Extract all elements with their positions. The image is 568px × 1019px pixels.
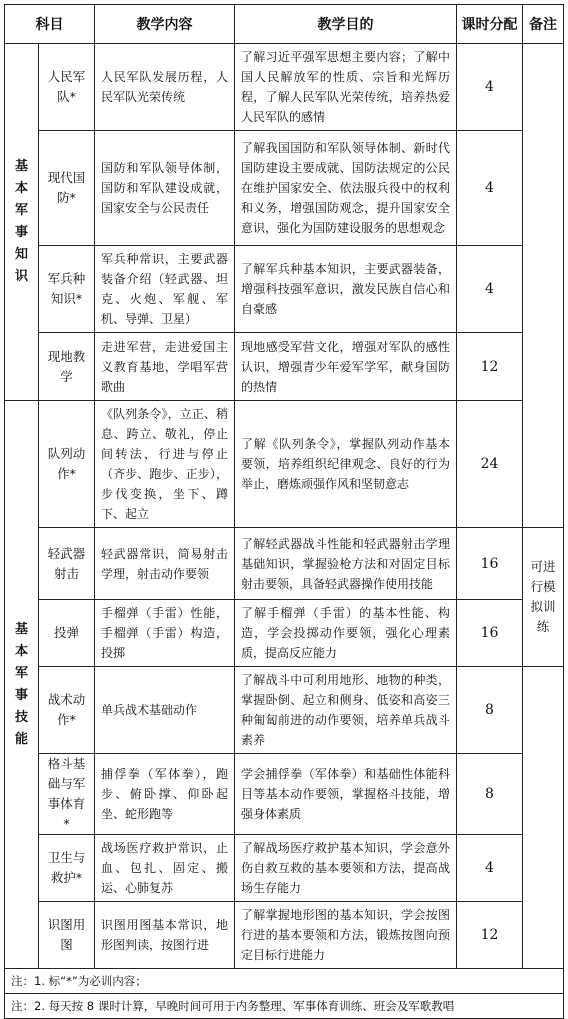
header-purpose: 教学目的: [235, 5, 457, 44]
content-cell: 国防和军队领导体制，国防和军队建设成就，国家安全与公民责任: [95, 131, 235, 246]
subject-cell: 识图用图: [39, 902, 95, 969]
remarks-empty: [523, 44, 564, 528]
curriculum-table: [4, 4, 564, 1019]
purpose-cell: 了解掌握地形图的基本知识，学会按图行进的基本要领和方法，锻炼按图向预定目标行进能力: [235, 902, 457, 969]
subject-cell: 轻武器射击: [39, 528, 95, 600]
category-knowledge: 基本军事知识: [5, 44, 39, 401]
purpose-cell: 了解轻武器战斗性能和轻武器射击学理基础知识，掌握验枪方法和对固定目标射击要领，具备轻武器操作使用技能: [235, 528, 457, 600]
table-row: [5, 131, 564, 246]
table-row: [5, 246, 564, 333]
table-row: [5, 528, 564, 600]
purpose-cell: 了解战场医疗救护基本知识，学会意外伤自救互救的基本要领和方法，提高战场生存能力: [235, 835, 457, 902]
content-cell: 轻武器常识，简易射击学理，射击动作要领: [95, 528, 235, 600]
content-cell: 《队列条令》，立正、稍息、跨立、敬礼，停止间转法，行进与停止（齐步、跑步、正步），步伐变换，坐下、蹲下、起立: [95, 401, 235, 528]
remarks-empty: [523, 667, 564, 969]
purpose-cell: 了解我国国防和军队领导体制、新时代国防建设主要成就、国防法规定的公民在维护国家安全、依法服兵役中的权利和义务，增强国防观念，提升国家安全意识，强化为国防建设服务的思想观念: [235, 131, 457, 246]
table-row: [5, 600, 564, 667]
hours-cell: 16: [457, 528, 523, 600]
table-row: [5, 401, 564, 528]
note-row: [5, 969, 564, 994]
header-hours: 课时分配: [457, 5, 523, 44]
header-remarks: 备注: [523, 5, 564, 44]
purpose-cell: 现地感受军营文化，增强对军队的感性认识，增强青少年爱军学军，献身国防的热情: [235, 333, 457, 401]
table-row: [5, 754, 564, 835]
hours-cell: 12: [457, 902, 523, 969]
purpose-cell: 了解军兵种基本知识，主要武器装备，增强科技强军意识，激发民族自信心和自豪感: [235, 246, 457, 333]
note-1: 注：1. 标“*”为必训内容；: [5, 969, 564, 994]
purpose-cell: 了解习近平强军思想主要内容；了解中国人民解放军的性质、宗旨和光辉历程，了解人民军队光荣传统，培养热爱人民军队的感情: [235, 44, 457, 131]
purpose-cell: 了解《队列条令》，掌握队列动作基本要领，培养组织纪律观念、良好的行为举止，磨炼顽强作风和坚韧意志: [235, 401, 457, 528]
table-row: [5, 333, 564, 401]
hours-cell: 12: [457, 333, 523, 401]
hours-cell: 4: [457, 44, 523, 131]
category-skills: 基本军事技能: [5, 401, 39, 969]
table-row: [5, 902, 564, 969]
hours-cell: 4: [457, 246, 523, 333]
content-cell: 战场医疗救护常识，止血、包扎、固定、搬运、心肺复苏: [95, 835, 235, 902]
table-row: [5, 667, 564, 754]
content-cell: 人民军队发展历程，人民军队光荣传统: [95, 44, 235, 131]
subject-cell: 战术动作*: [39, 667, 95, 754]
purpose-cell: 学会捕俘拳（军体拳）和基础性体能科目等基本动作要领，掌握格斗技能，增强身体素质: [235, 754, 457, 835]
hours-cell: 8: [457, 754, 523, 835]
table-row: [5, 835, 564, 902]
content-cell: 捕俘拳（军体拳），跑步、俯卧撑、仰卧起坐、蛇形跑等: [95, 754, 235, 835]
subject-cell: 投弹: [39, 600, 95, 667]
purpose-cell: 了解战斗中可利用地形、地物的种类，掌握卧倒、起立和侧身、低姿和高姿三种匍匐前进的动作要领，培养单兵战斗素养: [235, 667, 457, 754]
subject-cell: 卫生与救护*: [39, 835, 95, 902]
subject-cell: 人民军队*: [39, 44, 95, 131]
subject-cell: 现地教学: [39, 333, 95, 401]
note-row: [5, 994, 564, 1019]
content-cell: 单兵战术基础动作: [95, 667, 235, 754]
subject-cell: 军兵种知识*: [39, 246, 95, 333]
content-cell: 手榴弹（手雷）性能，手榴弹（手雷）构造，投掷: [95, 600, 235, 667]
purpose-cell: 了解手榴弹（手雷）的基本性能、构造，学会投掷动作要领，强化心理素质，提高反应能力: [235, 600, 457, 667]
hours-cell: 4: [457, 835, 523, 902]
content-cell: 走进军营，走进爱国主义教育基地，学唱军营歌曲: [95, 333, 235, 401]
header-subject: 科目: [5, 5, 95, 44]
header-content: 教学内容: [95, 5, 235, 44]
subject-cell: 现代国防*: [39, 131, 95, 246]
remark-simulation: 可进行模拟训练: [523, 528, 564, 667]
hours-cell: 24: [457, 401, 523, 528]
content-cell: 识图用图基本常识，地形图判读，按图行进: [95, 902, 235, 969]
subject-cell: 格斗基础与军事体育*: [39, 754, 95, 835]
hours-cell: 16: [457, 600, 523, 667]
hours-cell: 4: [457, 131, 523, 246]
header-row: [5, 5, 564, 44]
note-2: 注：2. 每天按 8 课时计算，早晚时间可用于内务整理、军事体育训练、班会及军歌教唱: [5, 994, 564, 1019]
hours-cell: 8: [457, 667, 523, 754]
subject-cell: 队列动作*: [39, 401, 95, 528]
table-row: [5, 44, 564, 131]
content-cell: 军兵种常识，主要武器装备介绍（轻武器、坦克、火炮、军舰、军机、导弹、卫星）: [95, 246, 235, 333]
